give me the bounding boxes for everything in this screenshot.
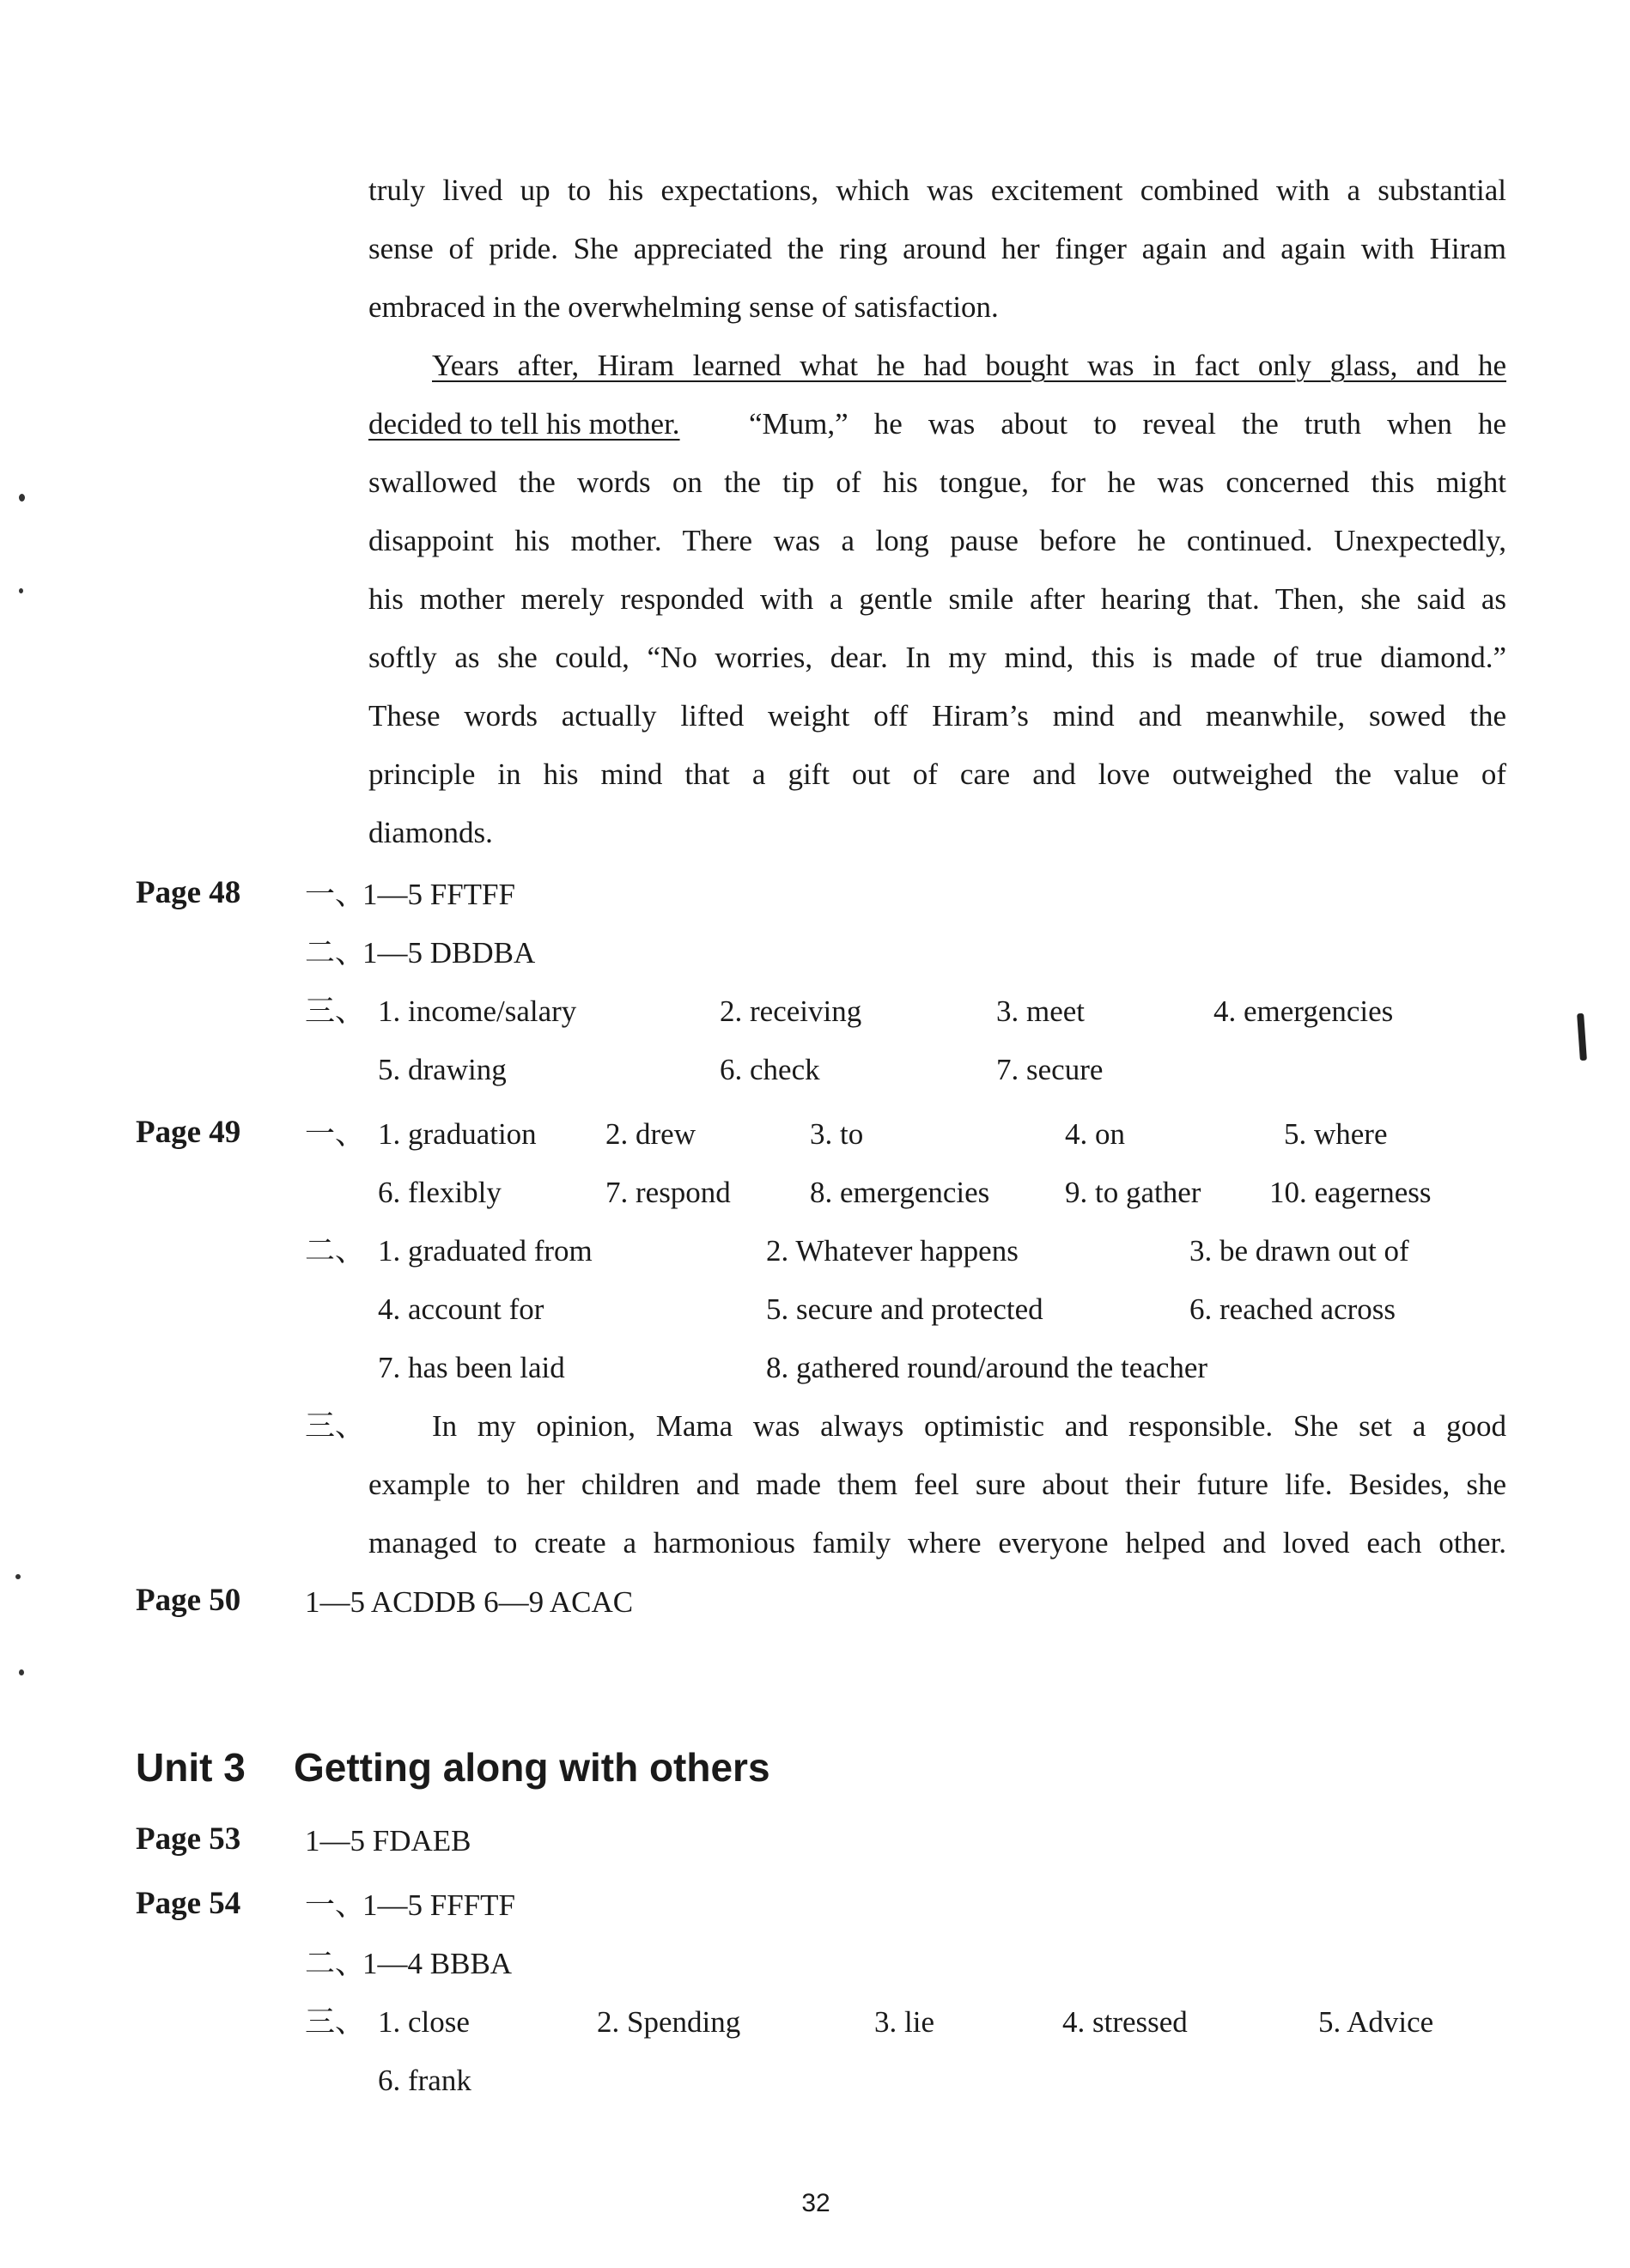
- answer-item: 7. respond: [605, 1176, 731, 1209]
- answer-item: 1. income/salary: [378, 994, 577, 1028]
- answer-item: 5. secure and protected: [766, 1292, 1043, 1326]
- unit-title: Getting along with others: [294, 1745, 770, 1790]
- passage-line: diamonds.: [368, 816, 493, 849]
- scan-speck: [19, 588, 23, 593]
- answer-item: 6. reached across: [1189, 1292, 1396, 1326]
- answer-item: 5. drawing: [378, 1053, 507, 1086]
- answers: 1—5 ACDDB 6—9 ACAC: [305, 1585, 634, 1619]
- answer-item: 5. Advice: [1318, 2005, 1434, 2039]
- summary-line: managed to create a harmonious family where everyone helped and loved each other.: [368, 1526, 1506, 1560]
- answer-item: 3. meet: [996, 994, 1086, 1028]
- passage-line-underlined: decided to tell his mother.: [368, 407, 680, 441]
- answer-item: 2. Spending: [597, 2005, 741, 2039]
- scan-speck: [15, 1574, 21, 1579]
- scan-speck: [19, 1669, 24, 1675]
- answers: 1—5 DBDBA: [362, 936, 536, 970]
- answer-item: 3. be drawn out of: [1189, 1234, 1409, 1268]
- answer-item: 6. flexibly: [378, 1176, 502, 1209]
- page-number: 32: [801, 2189, 830, 2217]
- answer-item: 9. to gather: [1065, 1176, 1201, 1209]
- answer-item: 8. gathered round/around the teacher: [766, 1351, 1208, 1384]
- passage-line-underlined: Years after, Hiram learned what he had bought was in fact only glass, and he: [432, 349, 1506, 382]
- answer-item: 6. check: [720, 1053, 820, 1086]
- passage-line: These words actually lifted weight off Hiram’s mind and meanwhile, sowed the: [368, 699, 1506, 733]
- section-marker: 三、: [305, 994, 366, 1028]
- passage-line: embraced in the overwhelming sense of satisfaction.: [368, 290, 999, 324]
- page49-label: Page 49: [136, 1115, 241, 1150]
- answer-item: 1. graduation: [378, 1117, 537, 1151]
- passage-line: disappoint his mother. There was a long pause before he continued. Unexpectedly,: [368, 524, 1506, 557]
- scan-mark: [1577, 1013, 1587, 1061]
- section-marker: 二、: [305, 1947, 366, 1980]
- answer-item: 4. emergencies: [1213, 994, 1394, 1028]
- unit-number: Unit 3: [136, 1745, 246, 1790]
- section-marker: 三、: [305, 2005, 366, 2039]
- answers: 1—4 BBBA: [362, 1947, 513, 1980]
- page54-label: Page 54: [136, 1886, 241, 1921]
- passage-line: his mother merely responded with a gentle smile after hearing that. Then, she said as: [368, 582, 1506, 616]
- summary-line: In my opinion, Mama was always optimistic and responsible. She set a good: [432, 1409, 1506, 1443]
- answer-item: 1. close: [378, 2005, 470, 2039]
- section-marker: 一、: [305, 878, 366, 911]
- answer-item: 10. eagerness: [1269, 1176, 1432, 1209]
- answer-item: 3. lie: [874, 2005, 934, 2039]
- answer-item: 1. graduated from: [378, 1234, 593, 1268]
- answer-item: 4. on: [1065, 1117, 1125, 1151]
- answers: 1—5 FFTFF: [362, 878, 515, 911]
- answer-item: 8. emergencies: [810, 1176, 990, 1209]
- answer-item: 2. drew: [605, 1117, 696, 1151]
- scan-speck: [19, 494, 25, 502]
- answers: 1—5 FDAEB: [305, 1824, 471, 1858]
- answer-item: 7. has been laid: [378, 1351, 565, 1384]
- answer-item: 7. secure: [996, 1053, 1104, 1086]
- section-marker: 三、: [305, 1409, 366, 1443]
- answer-item: 3. to: [810, 1117, 864, 1151]
- passage-line: sense of pride. She appreciated the ring around her finger again and again with Hiram: [368, 232, 1506, 265]
- section-marker: 二、: [305, 1234, 366, 1268]
- section-marker: 二、: [305, 936, 366, 970]
- answers: 1—5 FFFTF: [362, 1888, 515, 1922]
- passage-line: “Mum,” he was about to reveal the truth when he: [749, 407, 1506, 441]
- answer-item: 5. where: [1284, 1117, 1388, 1151]
- passage-line: principle in his mind that a gift out of care and love outweighed the value of: [368, 757, 1506, 791]
- page50-label: Page 50: [136, 1583, 241, 1618]
- summary-line: example to her children and made them feel sure about their future life. Besides, she: [368, 1468, 1506, 1501]
- page53-label: Page 53: [136, 1821, 241, 1857]
- answer-item: 4. stressed: [1062, 2005, 1188, 2039]
- section-marker: 一、: [305, 1888, 366, 1922]
- page48-label: Page 48: [136, 875, 241, 910]
- answer-item: 4. account for: [378, 1292, 544, 1326]
- answer-item: 2. Whatever happens: [766, 1234, 1019, 1268]
- passage-line: truly lived up to his expectations, which was excitement combined with a substantial: [368, 173, 1506, 207]
- passage-line: softly as she could, “No worries, dear. In my mind, this is made of true diamond.”: [368, 641, 1506, 674]
- section-marker: 一、: [305, 1117, 366, 1151]
- answer-item: 6. frank: [378, 2064, 471, 2097]
- passage-line: swallowed the words on the tip of his tongue, for he was concerned this might: [368, 465, 1506, 499]
- answer-item: 2. receiving: [720, 994, 862, 1028]
